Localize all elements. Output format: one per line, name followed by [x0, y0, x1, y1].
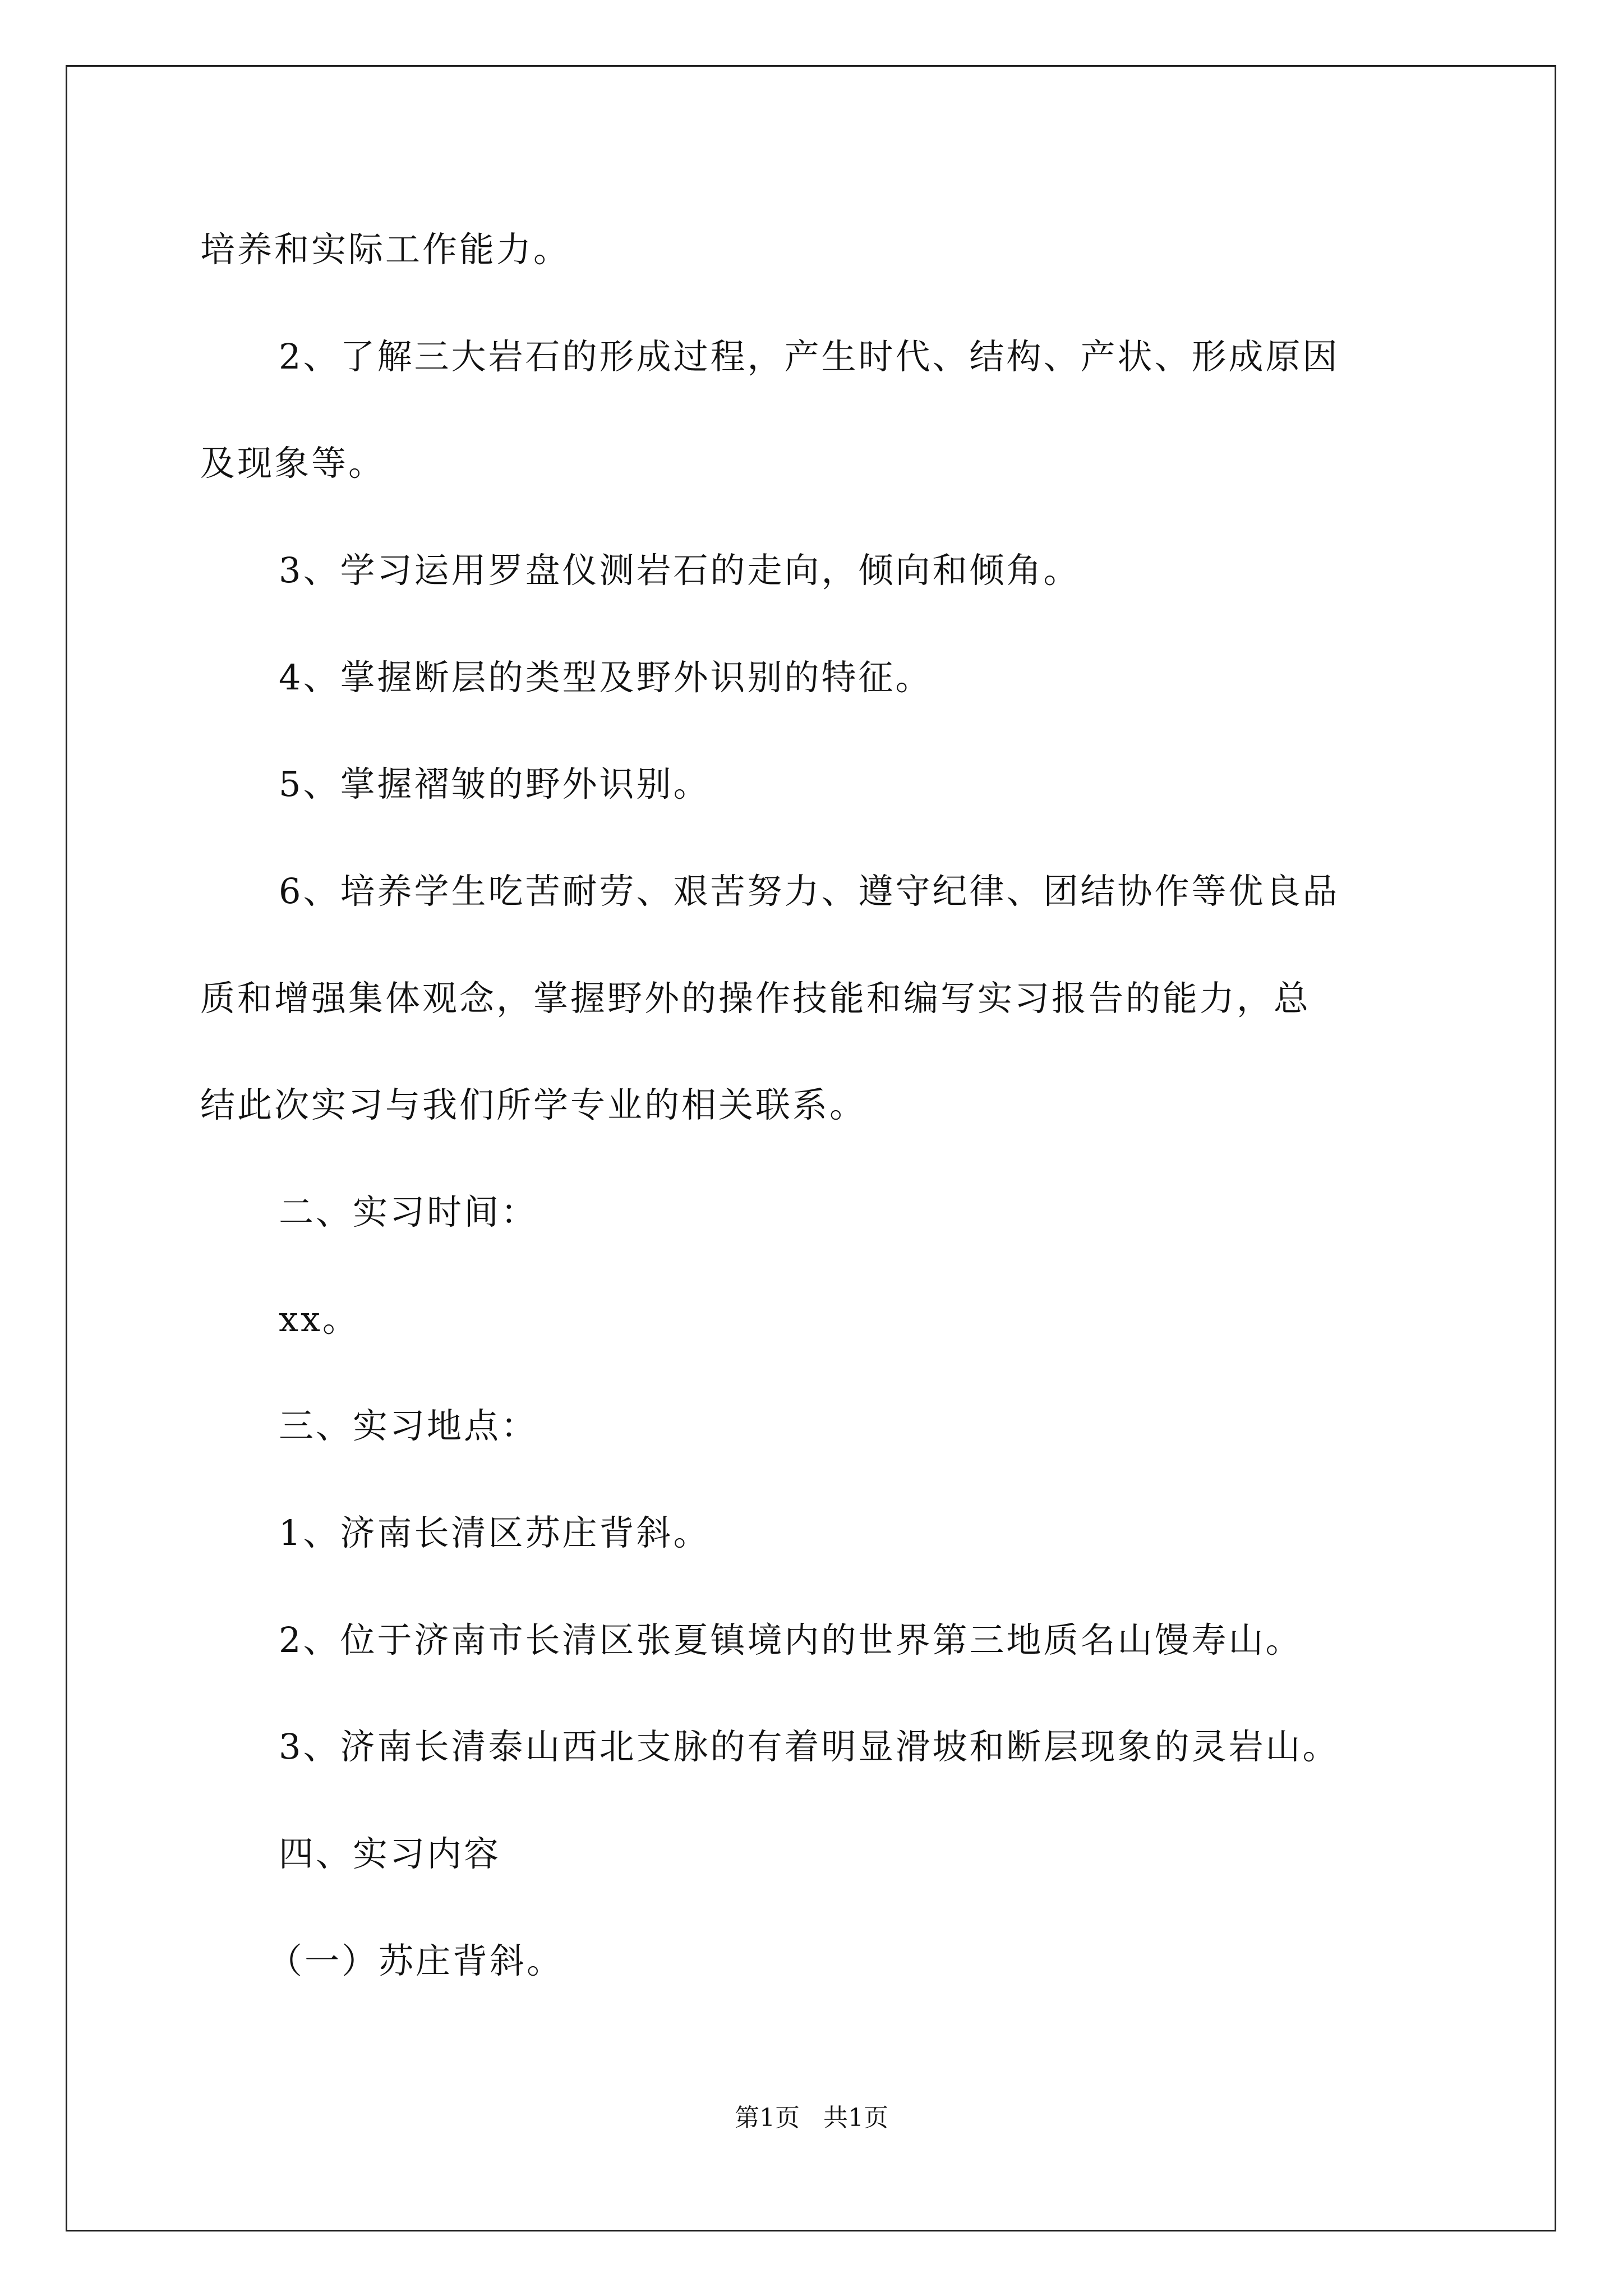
- section-heading: 二、实习时间：: [279, 1191, 538, 1232]
- text-line: 2、位于济南市长清区张夏镇境内的世界第三地质名山馒寿山。: [279, 1619, 1303, 1660]
- text-line: 4、掌握断层的类型及野外识别的特征。: [279, 657, 933, 698]
- text-line: xx。: [279, 1299, 359, 1340]
- text-line: 5、掌握褶皱的野外识别。: [279, 763, 711, 804]
- subsection-heading: （一）苏庄背斜。: [268, 1940, 564, 1981]
- text-line: 6、培养学生吃苦耐劳、艰苦努力、遵守纪律、团结协作等优良品: [279, 871, 1340, 912]
- text-line: 结此次实习与我们所学专业的相关联系。: [200, 1084, 867, 1125]
- text-line: 及现象等。: [200, 443, 386, 484]
- section-heading: 三、实习地点：: [279, 1405, 538, 1446]
- text-line: 培养和实际工作能力。: [200, 229, 571, 270]
- text-line: 3、济南长清泰山西北支脉的有着明显滑坡和断层现象的灵岩山。: [279, 1726, 1340, 1767]
- page-border: [66, 65, 1556, 2231]
- page-footer: 第1页 共1页: [735, 2104, 888, 2132]
- text-line: 2、了解三大岩石的形成过程，产生时代、结构、产状、形成原因: [279, 336, 1340, 377]
- text-line: 1、济南长清区苏庄背斜。: [279, 1512, 711, 1553]
- text-line: 质和增强集体观念，掌握野外的操作技能和编写实习报告的能力，总: [200, 978, 1311, 1019]
- text-line: 3、学习运用罗盘仪测岩石的走向，倾向和倾角。: [279, 550, 1081, 591]
- section-heading: 四、实习内容: [279, 1833, 501, 1874]
